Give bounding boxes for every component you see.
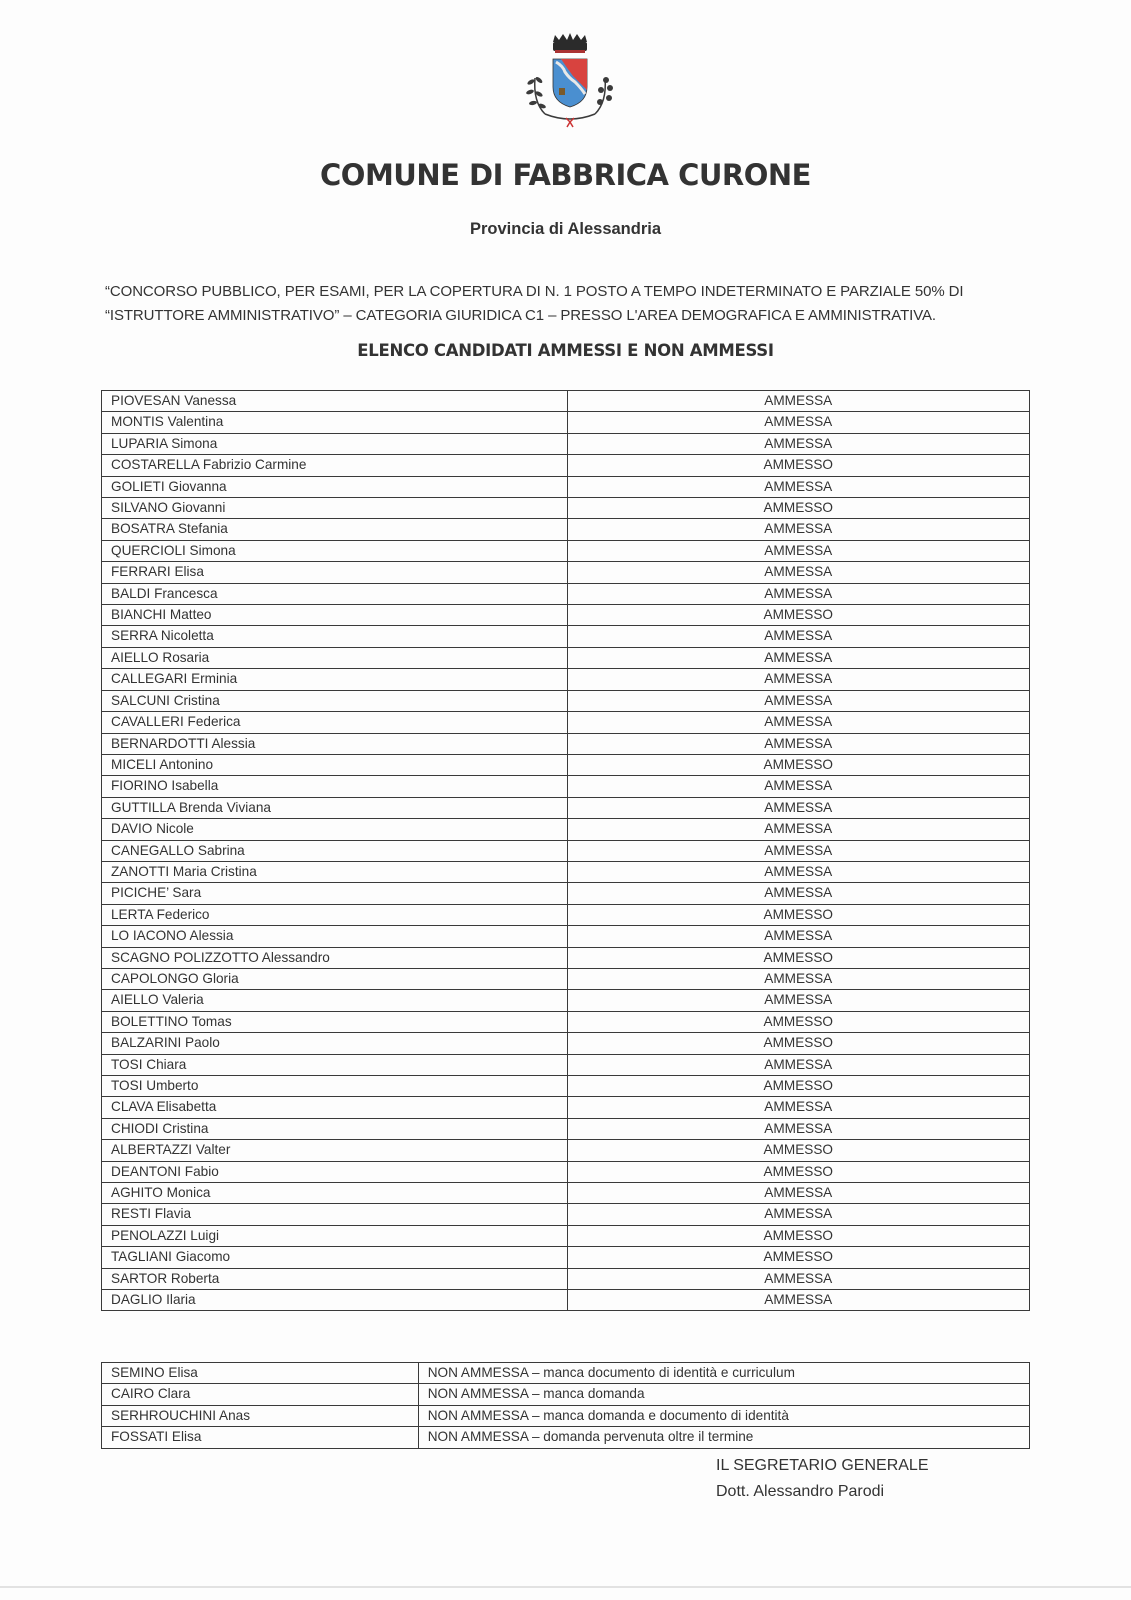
admission-status: AMMESSA [567, 1268, 1030, 1289]
exclusion-reason: NON AMMESSA – manca domanda e documento di identità [418, 1405, 1029, 1426]
admitted-row [102, 498, 1030, 519]
admission-status: AMMESSA [567, 990, 1030, 1011]
admitted-row [102, 861, 1030, 882]
candidate-name: COSTARELLA Fabrizio Carmine [102, 455, 568, 476]
admission-status: AMMESSO [567, 1247, 1030, 1268]
candidate-name: FOSSATI Elisa [102, 1427, 419, 1448]
admission-status: AMMESSO [567, 1011, 1030, 1032]
candidate-name: FIORINO Isabella [102, 776, 568, 797]
excluded-candidates-table [101, 1362, 1030, 1449]
candidate-name: BALZARINI Paolo [102, 1033, 568, 1054]
admitted-row [102, 1183, 1030, 1204]
candidate-name: CAVALLERI Federica [102, 712, 568, 733]
admitted-row [102, 776, 1030, 797]
candidate-name: DAVIO Nicole [102, 819, 568, 840]
candidate-name: SARTOR Roberta [102, 1268, 568, 1289]
candidate-name: DAGLIO Ilaria [102, 1290, 568, 1311]
admission-status: AMMESSA [567, 583, 1030, 604]
candidate-name: DEANTONI Fabio [102, 1161, 568, 1182]
admitted-row [102, 647, 1030, 668]
admission-status: AMMESSA [567, 1204, 1030, 1225]
admitted-row [102, 1204, 1030, 1225]
candidate-name: AGHITO Monica [102, 1183, 568, 1204]
admission-status: AMMESSO [567, 1076, 1030, 1097]
candidate-name: AIELLO Valeria [102, 990, 568, 1011]
signatory-role: IL SEGRETARIO GENERALE [716, 1457, 929, 1474]
candidate-name: MICELI Antonino [102, 754, 568, 775]
candidate-name: SCAGNO POLIZZOTTO Alessandro [102, 947, 568, 968]
candidate-name: CAPOLONGO Gloria [102, 968, 568, 989]
admitted-row [102, 433, 1030, 454]
admitted-row [102, 1290, 1030, 1311]
admitted-row [102, 391, 1030, 412]
admitted-row [102, 455, 1030, 476]
candidate-name: SERRA Nicoletta [102, 626, 568, 647]
admitted-row [102, 1097, 1030, 1118]
coat-of-arms-icon [515, 32, 625, 132]
candidate-name: BIANCHI Matteo [102, 605, 568, 626]
admitted-row [102, 476, 1030, 497]
admitted-row [102, 1118, 1030, 1139]
admission-status: AMMESSA [567, 519, 1030, 540]
admission-status: AMMESSA [567, 690, 1030, 711]
admission-status: AMMESSO [567, 455, 1030, 476]
shield-icon [553, 59, 587, 107]
admitted-row [102, 690, 1030, 711]
admitted-row [102, 583, 1030, 604]
candidate-name: BOLETTINO Tomas [102, 1011, 568, 1032]
admitted-row [102, 669, 1030, 690]
excluded-row [102, 1384, 1030, 1405]
candidate-name: CAIRO Clara [102, 1384, 419, 1405]
contest-description-line: “CONCORSO PUBBLICO, PER ESAMI, PER LA COPERTURA DI N. 1 POSTO A TEMPO INDETERMINATO E PARZIALE 50% DI [105, 283, 964, 300]
admission-status: AMMESSA [567, 412, 1030, 433]
page-bottom-edge [0, 1586, 1131, 1588]
admission-status: AMMESSA [567, 840, 1030, 861]
crown-icon [553, 33, 587, 53]
admitted-row [102, 883, 1030, 904]
admission-status: AMMESSA [567, 476, 1030, 497]
candidate-name: QUERCIOLI Simona [102, 540, 568, 561]
candidate-name: AIELLO Rosaria [102, 647, 568, 668]
admission-status: AMMESSA [567, 1118, 1030, 1139]
admission-status: AMMESSO [567, 754, 1030, 775]
signature-block [716, 1453, 929, 1505]
excluded-row [102, 1427, 1030, 1448]
admitted-row [102, 926, 1030, 947]
candidate-name: TOSI Umberto [102, 1076, 568, 1097]
candidate-name: BOSATRA Stefania [102, 519, 568, 540]
admitted-row [102, 904, 1030, 925]
admission-status: AMMESSA [567, 1097, 1030, 1118]
admitted-row [102, 1033, 1030, 1054]
admitted-row [102, 819, 1030, 840]
admitted-row [102, 519, 1030, 540]
admitted-row [102, 1140, 1030, 1161]
admitted-row [102, 1054, 1030, 1075]
contest-description-line: “ISTRUTTORE AMMINISTRATIVO” – CATEGORIA GIURIDICA C1 – PRESSO L'AREA DEMOGRAFICA E AMMINISTRATIVA. [105, 307, 936, 324]
municipality-title: COMUNE DI FABBRICA CURONE [320, 158, 811, 192]
admitted-row [102, 840, 1030, 861]
candidate-name: PENOLAZZI Luigi [102, 1225, 568, 1246]
admitted-row [102, 1225, 1030, 1246]
admission-status: AMMESSA [567, 712, 1030, 733]
admitted-row [102, 733, 1030, 754]
admission-status: AMMESSO [567, 1225, 1030, 1246]
candidate-name: TAGLIANI Giacomo [102, 1247, 568, 1268]
admission-status: AMMESSO [567, 1033, 1030, 1054]
admission-status: AMMESSA [567, 391, 1030, 412]
candidate-name: LO IACONO Alessia [102, 926, 568, 947]
candidate-name: ZANOTTI Maria Cristina [102, 861, 568, 882]
candidate-name: CALLEGARI Erminia [102, 669, 568, 690]
candidate-name: RESTI Flavia [102, 1204, 568, 1225]
candidate-name: SILVANO Giovanni [102, 498, 568, 519]
list-title: ELENCO CANDIDATI AMMESSI E NON AMMESSI [357, 341, 774, 360]
candidate-name: CANEGALLO Sabrina [102, 840, 568, 861]
admission-status: AMMESSO [567, 1140, 1030, 1161]
admission-status: AMMESSA [567, 883, 1030, 904]
admission-status: AMMESSA [567, 1054, 1030, 1075]
candidate-name: SERHROUCHINI Anas [102, 1405, 419, 1426]
contest-description [105, 280, 1035, 328]
admitted-candidates-table [101, 390, 1030, 1311]
admission-status: AMMESSA [567, 776, 1030, 797]
admission-status: AMMESSO [567, 605, 1030, 626]
admission-status: AMMESSA [567, 861, 1030, 882]
candidate-name: LUPARIA Simona [102, 433, 568, 454]
admitted-row [102, 412, 1030, 433]
candidate-name: LERTA Federico [102, 904, 568, 925]
candidate-name: SEMINO Elisa [102, 1363, 419, 1384]
admission-status: AMMESSO [567, 1161, 1030, 1182]
admitted-row [102, 797, 1030, 818]
candidate-name: BALDI Francesca [102, 583, 568, 604]
candidate-name: MONTIS Valentina [102, 412, 568, 433]
admitted-row [102, 1161, 1030, 1182]
admission-status: AMMESSA [567, 626, 1030, 647]
candidate-name: SALCUNI Cristina [102, 690, 568, 711]
admitted-row [102, 1247, 1030, 1268]
admitted-row [102, 754, 1030, 775]
admission-status: AMMESSA [567, 647, 1030, 668]
admission-status: AMMESSA [567, 433, 1030, 454]
admitted-row [102, 1268, 1030, 1289]
excluded-row [102, 1363, 1030, 1384]
candidate-name: PIOVESAN Vanessa [102, 391, 568, 412]
admitted-row [102, 1011, 1030, 1032]
admitted-row [102, 562, 1030, 583]
exclusion-reason: NON AMMESSA – manca documento di identità e curriculum [418, 1363, 1029, 1384]
admission-status: AMMESSA [567, 968, 1030, 989]
admitted-row [102, 947, 1030, 968]
candidate-name: ALBERTAZZI Valter [102, 1140, 568, 1161]
admission-status: AMMESSA [567, 669, 1030, 690]
candidate-name: GOLIETI Giovanna [102, 476, 568, 497]
candidate-name: TOSI Chiara [102, 1054, 568, 1075]
admission-status: AMMESSA [567, 540, 1030, 561]
exclusion-reason: NON AMMESSA – manca domanda [418, 1384, 1029, 1405]
admission-status: AMMESSA [567, 797, 1030, 818]
province-subtitle: Provincia di Alessandria [469, 220, 662, 238]
admitted-row [102, 605, 1030, 626]
candidate-name: CLAVA Elisabetta [102, 1097, 568, 1118]
candidate-name: BERNARDOTTI Alessia [102, 733, 568, 754]
admitted-row [102, 990, 1030, 1011]
admitted-row [102, 712, 1030, 733]
admission-status: AMMESSO [567, 947, 1030, 968]
admission-status: AMMESSA [567, 1183, 1030, 1204]
signatory-name: Dott. Alessandro Parodi [716, 1483, 885, 1500]
excluded-row [102, 1405, 1030, 1426]
admitted-row [102, 540, 1030, 561]
admission-status: AMMESSA [567, 562, 1030, 583]
admission-status: AMMESSA [567, 819, 1030, 840]
candidate-name: PICICHE’ Sara [102, 883, 568, 904]
admission-status: AMMESSA [567, 1290, 1030, 1311]
candidate-name: FERRARI Elisa [102, 562, 568, 583]
admitted-row [102, 968, 1030, 989]
admission-status: AMMESSA [567, 926, 1030, 947]
admission-status: AMMESSA [567, 733, 1030, 754]
admission-status: AMMESSO [567, 904, 1030, 925]
exclusion-reason: NON AMMESSA – domanda pervenuta oltre il termine [418, 1427, 1029, 1448]
candidate-name: GUTTILLA Brenda Viviana [102, 797, 568, 818]
admitted-row [102, 626, 1030, 647]
admission-status: AMMESSO [567, 498, 1030, 519]
candidate-name: CHIODI Cristina [102, 1118, 568, 1139]
admitted-row [102, 1076, 1030, 1097]
